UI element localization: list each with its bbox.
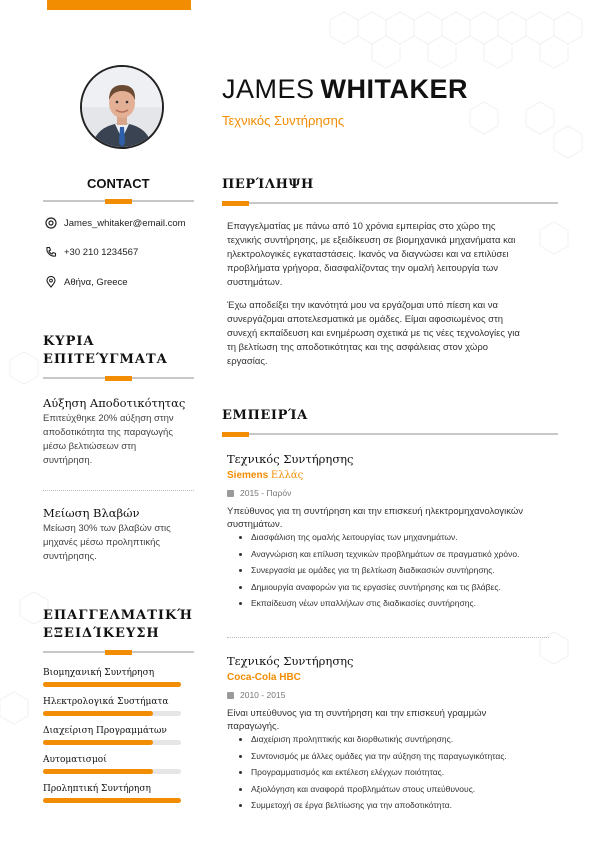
- summary-line: Επαγγελματίας με πάνω από 10 χρόνια εμπειρίας στο χώρο της: [227, 221, 496, 232]
- job-bullet: • Δημιουργία αναφορών για τις εργασίες συντήρησης και τις βλάβες.: [251, 579, 567, 596]
- job-description-line: Υπεύθυνος για τη συντήρηση και την επισκευή ηλεκτρομηχανολογικών: [227, 506, 524, 517]
- experience-rule-accent: [222, 432, 249, 437]
- achievement-line: Επιτεύχθηκε 20% αύξηση στην: [43, 413, 174, 424]
- skill-item: [43, 726, 183, 745]
- contact-phone[interactable]: +30 210 1234567: [64, 246, 139, 258]
- summary-rule-accent: [222, 201, 249, 206]
- summary-paragraph: [227, 220, 562, 290]
- skill-bar-track: [43, 740, 181, 745]
- job-period-text: 2015 - Παρόν: [240, 488, 292, 498]
- job-company: [227, 672, 301, 683]
- skill-item: [43, 784, 183, 803]
- summary-line: τη βελτίωση της αποδοτικότητας και της ασφάλειας στον χώρο: [227, 342, 489, 353]
- job-company: [227, 470, 303, 481]
- summary-line: εργασίας.: [227, 356, 268, 367]
- skill-bar-fill: [43, 682, 181, 687]
- achievements-title: [43, 333, 168, 369]
- skills-rule-accent: [105, 650, 132, 655]
- phone-icon: [45, 246, 57, 258]
- job-bullet: • Συνεργασία με ομάδες για τη βελτίωση διαδικασιών συντήρησης.: [251, 562, 567, 579]
- skill-label: Βιομηχανική Συντήρηση: [43, 668, 155, 678]
- last-name: WHITAKER: [320, 74, 469, 104]
- achievement-divider: [43, 490, 194, 491]
- job-period-text: 2010 - 2015: [240, 690, 286, 700]
- achievements-rule-accent: [105, 376, 132, 381]
- job-title: Τεχνικός Συντήρησης: [227, 654, 354, 668]
- skill-bar-track: [43, 711, 181, 716]
- job-bullet: • Εκπαίδευση νέων υπαλλήλων στις διαδικασίες συντήρησης.: [251, 595, 567, 612]
- job-responsibilities: [237, 529, 567, 612]
- location-pin-icon: [45, 276, 57, 288]
- job-period: [227, 690, 285, 700]
- contact-email-row[interactable]: [45, 217, 186, 229]
- summary-line: συνεχή εκπαίδευση και ενημέρωση σχετικά με τις νέες τεχνολογίες για: [227, 328, 520, 339]
- summary-rule: [222, 202, 558, 204]
- company-location: Ελλάς: [270, 470, 304, 481]
- summary-line: τεχνικής συντήρησης, με εξειδίκευση σε βιομηχανικά μηχανήματα και: [227, 235, 516, 246]
- achievement-description: [43, 412, 193, 468]
- summary-paragraph: [227, 299, 562, 369]
- summary-line: συστημάτων.: [227, 277, 283, 288]
- job-bullet: • Διαχείριση προληπτικής και διορθωτικής συντήρησης.: [251, 731, 567, 748]
- skill-bar-track: [43, 682, 181, 687]
- contact-title: CONTACT: [87, 176, 150, 191]
- job-description: [227, 505, 562, 531]
- job-description: [227, 707, 562, 733]
- achievement-description: [43, 522, 193, 564]
- achievements-title-line2: ΕΠΙΤΕΎΓΜΑΤΑ: [43, 352, 168, 367]
- job-bullet: • Συντονισμός με άλλες ομάδες για την αύξηση της παραγωγικότητας.: [251, 748, 567, 765]
- job-divider: [227, 637, 549, 638]
- skill-bar-track: [43, 798, 181, 803]
- skill-item: [43, 668, 183, 687]
- portrait-photo: [82, 67, 162, 147]
- candidate-name: [222, 74, 468, 105]
- achievement-title: Μείωση Βλαβών: [43, 506, 140, 520]
- job-responsibilities: [237, 731, 567, 814]
- skills-title-line1: ΕΠΑΓΓΕΛΜΑΤΙΚΉ: [43, 608, 193, 623]
- achievement-line: μέσω βελτιώσεων στη: [43, 441, 137, 452]
- skills-title-line2: ΕΞΕΙΔΊΚΕΥΣΗ: [43, 626, 160, 641]
- job-bullet: • Προγραμματισμός και εκτέλεση ελέγχων ποιότητας.: [251, 764, 567, 781]
- skill-bar-fill: [43, 740, 153, 745]
- experience-rule: [222, 433, 558, 435]
- job-role: Τεχνικός Συντήρησης: [222, 113, 345, 128]
- achievement-title: Αύξηση Αποδοτικότητας: [43, 396, 186, 410]
- contact-location: Αθήνα, Greece: [64, 276, 128, 288]
- contact-email[interactable]: James_whitaker@email.com: [64, 217, 186, 229]
- job-bullet: • Αξιολόγηση και αναφορά προβλημάτων στους υπεύθυνους.: [251, 781, 567, 798]
- job-bullet: • Συμμετοχή σε έργα βελτίωσης για την αποδοτικότητα.: [251, 797, 567, 814]
- achievements-title-line1: ΚΥΡΙΑ: [43, 334, 95, 349]
- skill-label: Διαχείριση Προγραμμάτων: [43, 726, 167, 736]
- summary-title: ΠΕΡΊΛΗΨΗ: [222, 177, 314, 192]
- company-name: Coca-Cola HBC: [227, 672, 301, 683]
- company-name: Siemens: [227, 470, 269, 481]
- contact-rule-accent: [105, 199, 132, 204]
- job-period: [227, 488, 291, 498]
- skill-label: Αυτοματισμοί: [43, 755, 107, 765]
- experience-title: ΕΜΠΕΙΡΊΑ: [222, 408, 308, 423]
- skill-bar-fill: [43, 798, 181, 803]
- contact-phone-row[interactable]: [45, 246, 138, 258]
- skill-label: Προληπτική Συντήρηση: [43, 784, 151, 794]
- job-description-line: συστημάτων.: [227, 519, 283, 530]
- skills-list: [43, 668, 183, 813]
- at-icon: [45, 217, 57, 229]
- calendar-icon: [227, 692, 234, 699]
- skill-bar-track: [43, 769, 181, 774]
- summary-line: ηλεκτρολογικές εγκαταστάσεις. Ικανός να διαγνώσει και να επιλύσει: [227, 249, 509, 260]
- achievement-line: Μείωση 30% των βλαβών στις: [43, 523, 171, 534]
- achievement-line: μηχανές μέσω προληπτικής: [43, 537, 160, 548]
- achievement-line: αποδοτικότητα της παραγωγής: [43, 427, 173, 438]
- job-bullet: • Αναγνώριση και επίλυση τεχνικών προβλημάτων σε πραγματικό χρόνο.: [251, 546, 567, 563]
- summary-line: Έχω αποδείξει την ικανότητά μου να εργάζομαι υπό πίεση και να: [227, 300, 499, 311]
- top-accent-bar: [47, 0, 191, 10]
- skills-title: [43, 607, 193, 643]
- contact-location-row: [45, 276, 128, 288]
- calendar-icon: [227, 490, 234, 497]
- job-description-line: Είναι υπεύθυνος για τη συντήρηση και την επισκευή γραμμών: [227, 708, 487, 719]
- job-description-line: παραγωγής.: [227, 721, 280, 732]
- first-name: JAMES: [222, 74, 315, 104]
- skill-bar-fill: [43, 769, 153, 774]
- job-title: Τεχνικός Συντήρησης: [227, 452, 354, 466]
- skill-item: [43, 755, 183, 774]
- avatar: [80, 65, 164, 149]
- skill-bar-fill: [43, 711, 153, 716]
- skill-label: Ηλεκτρολογικά Συστήματα: [43, 697, 169, 707]
- job-bullet: • Διασφάλιση της ομαλής λειτουργίας των μηχανημάτων.: [251, 529, 567, 546]
- skill-item: [43, 697, 183, 716]
- achievement-line: συντήρησης.: [43, 551, 97, 562]
- achievement-line: συντήρηση.: [43, 455, 93, 466]
- summary-line: συνεργάζομαι αποτελεσματικά με ομάδες. Είμαι αφοσιωμένος στη: [227, 314, 504, 325]
- summary-line: προβλήματα γρήγορα, διασφαλίζοντας την ομαλή λειτουργία των: [227, 263, 499, 274]
